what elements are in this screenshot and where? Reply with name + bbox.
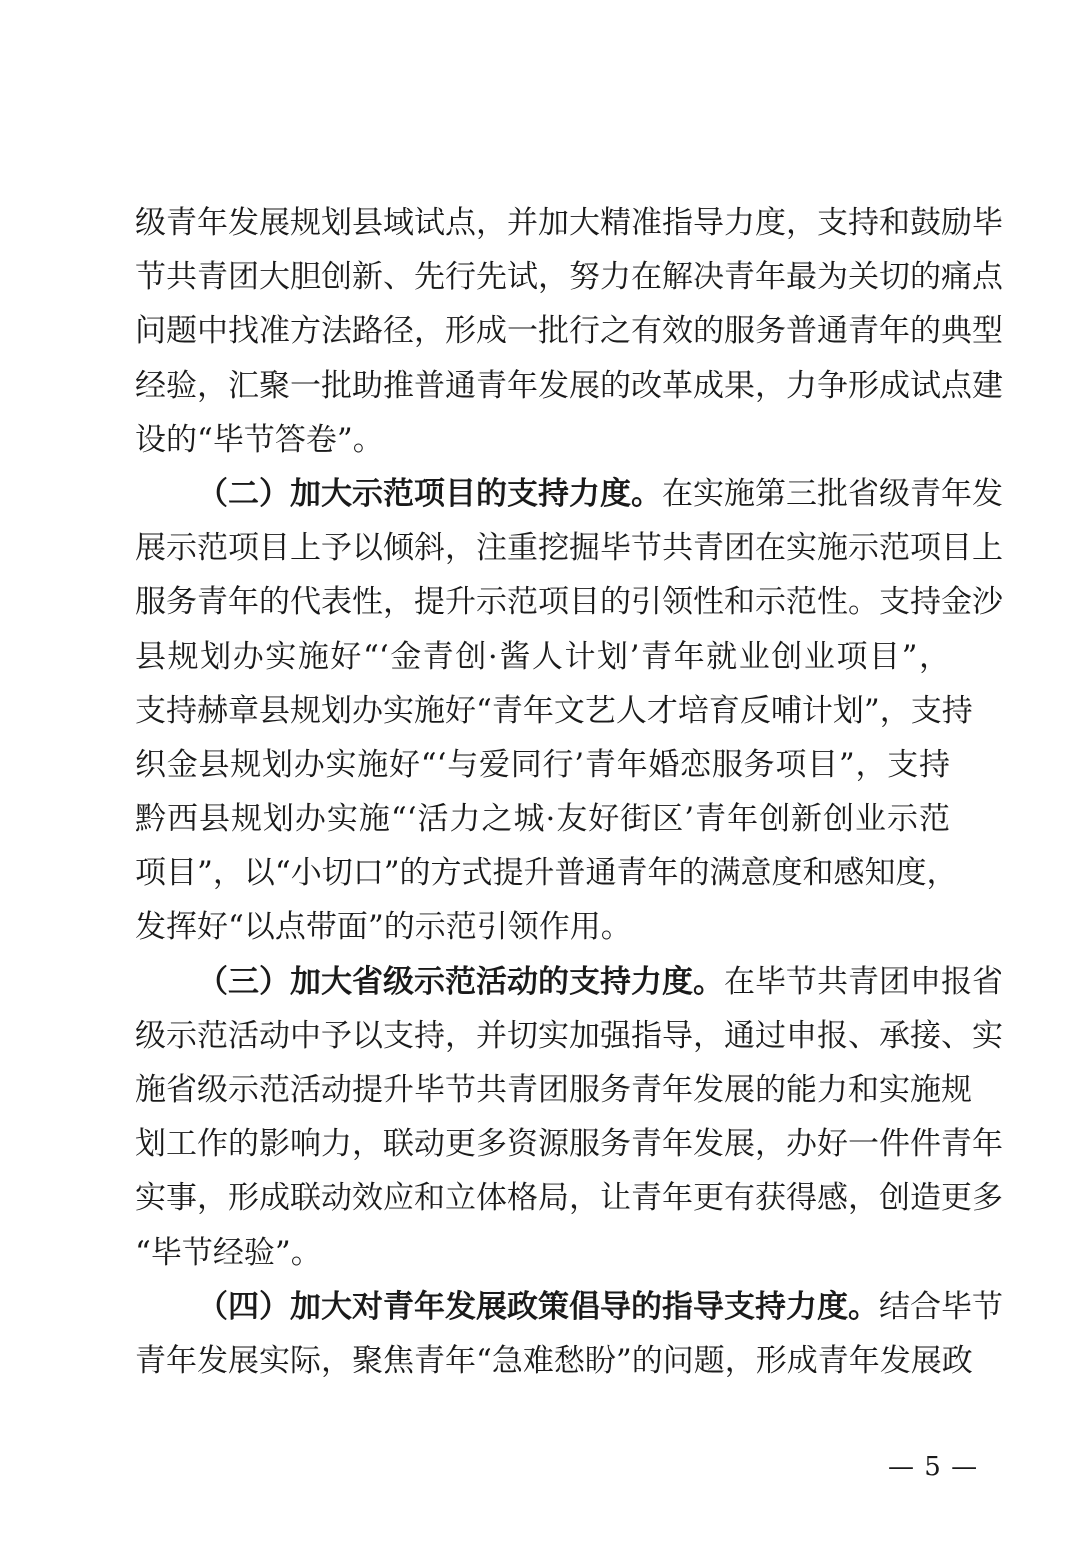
section-heading-line <box>135 1280 1003 1334</box>
text-run: 结合毕节 <box>879 1288 1003 1325</box>
section-heading-line <box>135 955 1003 1009</box>
text-line: 县规划办实施好“‘金青创·酱人计划’青年就业创业项目”， <box>135 638 950 675</box>
text-line: 展示范项目上予以倾斜，注重挖掘毕节共青团在实施示范项目上 <box>135 530 1003 567</box>
text-line: 级示范活动中予以支持，并切实加强指导，通过申报、承接、实 <box>135 1017 1003 1054</box>
text-line: 发挥好“以点带面”的示范引领作用。 <box>135 909 632 946</box>
document-body <box>135 196 1003 1388</box>
text-line: 节共青团大胆创新、先行先试，努力在解决青年最为关切的痛点 <box>135 259 1003 296</box>
section-heading-3: （三）加大省级示范活动的支持力度。 <box>197 963 724 1000</box>
text-line: 项目”，以“小切口”的方式提升普通青年的满意度和感知度， <box>135 855 958 892</box>
section-heading-line <box>135 467 1003 521</box>
text-line: 划工作的影响力，联动更多资源服务青年发展，办好一件件青年 <box>135 1126 1003 1163</box>
text-line: 黔西县规划办实施“‘活力之城·友好街区’青年创新创业示范 <box>135 801 950 838</box>
text-line: 织金县规划办实施好“‘与爱同行’青年婚恋服务项目”，支持 <box>135 746 950 783</box>
text-line: 服务青年的代表性，提升示范项目的引领性和示范性。支持金沙 <box>135 584 1003 621</box>
text-line: 实事，形成联动效应和立体格局，让青年更有获得感，创造更多 <box>135 1180 1003 1217</box>
text-line: 级青年发展规划县域试点，并加大精准指导力度，支持和鼓励毕 <box>135 205 1003 241</box>
section-heading-2: （二）加大示范项目的支持力度。 <box>197 475 662 512</box>
text-line: “毕节经验”。 <box>135 1234 322 1271</box>
text-line: 青年发展实际，聚焦青年“急难愁盼”的问题，形成青年发展政 <box>135 1342 973 1379</box>
text-run: 在实施第三批省级青年发 <box>662 475 1003 512</box>
section-heading-4: （四）加大对青年发展政策倡导的指导支持力度。 <box>197 1288 879 1325</box>
text-line: 经验，汇聚一批助推普通青年发展的改革成果，力争形成试点建 <box>135 367 1003 404</box>
text-line: 设的“毕节答卷”。 <box>135 421 384 458</box>
text-run: 在毕节共青团申报省 <box>724 963 1003 1000</box>
text-line: 施省级示范活动提升毕节共青团服务青年发展的能力和实施规 <box>135 1072 972 1108</box>
page-number: — 5 — <box>888 1452 979 1482</box>
text-line: 问题中找准方法路径，形成一批行之有效的服务普通青年的典型 <box>135 313 1003 350</box>
text-line: 支持赫章县规划办实施好“青年文艺人才培育反哺计划”，支持 <box>135 692 973 729</box>
